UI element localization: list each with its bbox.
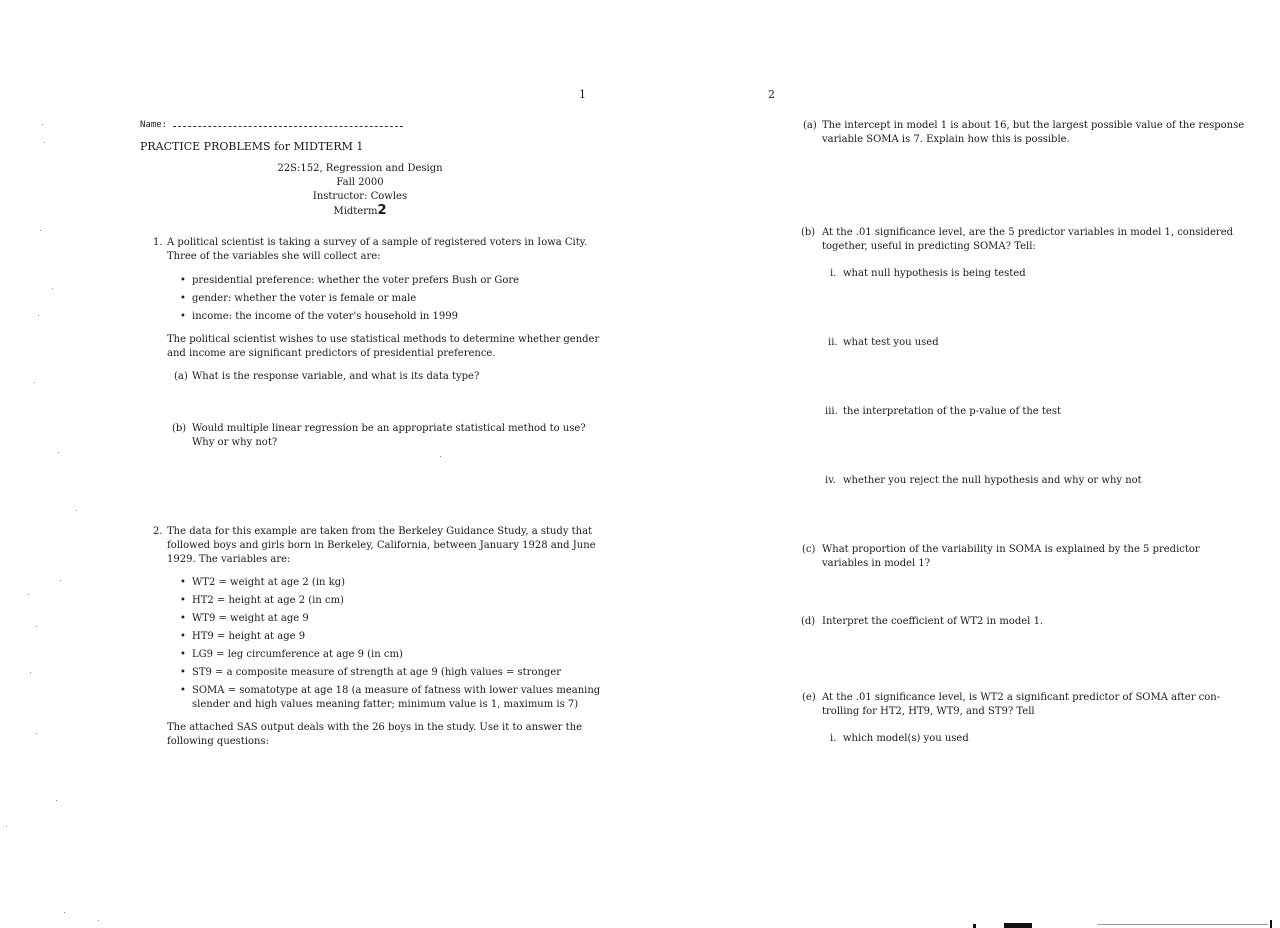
q2-bullet-item: • LG9 = leg circumference at age 9 (in cm) xyxy=(192,648,403,662)
q2-part-c-line-1: What proportion of the variability in SOMA is explained by the 5 predictor xyxy=(822,544,1200,555)
scan-speck xyxy=(52,288,53,289)
q2-closing-line-2: following questions: xyxy=(167,736,269,747)
scan-speck xyxy=(58,452,59,453)
q2-part-b-item-text: the interpretation of the p-value of the test xyxy=(843,406,1061,417)
scan-speck xyxy=(64,912,65,913)
q2-bullet-item: • HT9 = height at age 9 xyxy=(192,630,305,644)
scan-speck xyxy=(38,315,39,316)
page-number-2: 2 xyxy=(768,88,775,101)
q2-part-c-label: (c) xyxy=(802,544,816,555)
q2-part-e-line-2: trolling for HT2, HT9, WT9, and ST9? Tell xyxy=(822,706,1035,717)
q2-part-b-label: (b) xyxy=(801,227,816,238)
scan-speck xyxy=(40,230,41,231)
course-name: 22S:152, Regression and Design xyxy=(277,163,443,174)
q2-part-d-label: (d) xyxy=(801,616,816,627)
q2-part-b-item-label: i. xyxy=(830,268,837,279)
q2-part-e-label: (e) xyxy=(802,692,816,703)
scan-speck xyxy=(28,594,29,595)
name-label: Name: xyxy=(140,120,168,130)
q2-number: 2. xyxy=(153,526,163,537)
q2-part-b-item-label: ii. xyxy=(828,337,838,348)
q2-intro-line-1: The data for this example are taken from the Berkeley Guidance Study, a study that xyxy=(167,526,593,537)
q2-part-a-line-2: variable SOMA is 7. Explain how this is possible. xyxy=(822,134,1070,145)
scan-edge-mark xyxy=(1004,923,1032,928)
name-field-line xyxy=(140,120,403,130)
q1-part-a-label: (a) xyxy=(174,371,188,382)
scan-edge-line xyxy=(1098,924,1268,925)
q2-part-d-line-1: Interpret the coefficient of WT2 in model 1. xyxy=(822,616,1044,627)
q2-bullet-item: • WT2 = weight at age 2 (in kg) xyxy=(192,576,345,590)
scan-speck xyxy=(98,920,99,921)
scan-edge-mark xyxy=(973,924,976,928)
scan-edge-mark xyxy=(1270,920,1272,928)
q1-bullet-item: • income: the income of the voter's household in 1999 xyxy=(192,310,458,324)
q2-part-a-line-1: The intercept in model 1 is about 16, but the largest possible value of the response xyxy=(822,120,1245,131)
course-instructor: Instructor: Cowles xyxy=(312,191,408,202)
q2-bullet-item: • HT2 = height at age 2 (in cm) xyxy=(192,594,344,608)
q2-part-b-item-label: iv. xyxy=(825,475,836,486)
q2-part-e-item-text: which model(s) you used xyxy=(843,733,969,744)
scan-speck xyxy=(440,456,441,457)
q1-intro-line-2: Three of the variables she will collect are: xyxy=(167,251,381,262)
q2-part-e-line-1: At the .01 significance level, is WT2 a significant predictor of SOMA after con- xyxy=(822,692,1221,703)
course-header xyxy=(270,162,450,219)
q2-part-b-line-1: At the .01 significance level, are the 5 predictor variables in model 1, considered xyxy=(822,227,1234,238)
exam-handwritten-mark: 2 xyxy=(377,203,387,218)
scan-speck xyxy=(30,672,31,673)
q2-bullet-item: • ST9 = a composite measure of strength at age 9 (high values = stronger xyxy=(192,666,561,680)
exam-title xyxy=(270,204,450,219)
q2-part-b-item-text: what null hypothesis is being tested xyxy=(843,268,1026,279)
q1-intro-line-1: A political scientist is taking a survey of a sample of registered voters in Iowa City. xyxy=(167,237,588,248)
exam-label: Midterm xyxy=(333,206,378,217)
q2-part-b-item-text: whether you reject the null hypothesis and why or why not xyxy=(843,475,1142,486)
q2-part-b-item-label: iii. xyxy=(825,406,838,417)
page-number-1: 1 xyxy=(579,88,586,101)
q1-part-b-line-1: Would multiple linear regression be an appropriate statistical method to use? xyxy=(192,423,586,434)
q1-bullet-item: • presidential preference: whether the voter prefers Bush or Gore xyxy=(192,274,519,288)
q2-part-b-line-2: together, useful in predicting SOMA? Tell: xyxy=(822,241,1036,252)
q2-part-a-label: (a) xyxy=(803,120,817,131)
q1-part-b-line-2: Why or why not? xyxy=(192,437,278,448)
q2-bullet-soma-line-1: • SOMA = somatotype at age 18 (a measure of fatness with lower values meaning xyxy=(192,684,600,698)
q1-purpose-line-1: The political scientist wishes to use statistical methods to determine whether gender xyxy=(167,334,600,345)
scan-speck xyxy=(44,142,45,143)
q2-bullet-soma-line-2: slender and high values meaning fatter; minimum value is 1, maximum is 7) xyxy=(192,699,579,710)
q2-part-c-line-2: variables in model 1? xyxy=(822,558,931,569)
scan-speck xyxy=(60,580,61,581)
course-term: Fall 2000 xyxy=(336,177,384,188)
page-title: PRACTICE PROBLEMS for MIDTERM 1 xyxy=(140,140,364,153)
q1-purpose-line-2: and income are significant predictors of presidential preference. xyxy=(167,348,496,359)
scan-speck xyxy=(36,733,37,734)
scan-speck xyxy=(6,826,7,827)
q1-part-a: What is the response variable, and what is its data type? xyxy=(192,371,480,382)
q1-number: 1. xyxy=(153,237,163,248)
q1-bullet-item: • gender: whether the voter is female or male xyxy=(192,292,416,306)
q1-part-b-label: (b) xyxy=(172,423,187,434)
q2-intro-line-3: 1929. The variables are: xyxy=(167,554,291,565)
name-underline xyxy=(173,126,403,127)
scan-speck xyxy=(34,382,35,383)
scan-speck xyxy=(76,510,77,511)
q2-bullet-item: • WT9 = weight at age 9 xyxy=(192,612,309,626)
scan-speck xyxy=(56,800,57,801)
scan-speck xyxy=(36,626,37,627)
q2-part-e-item-label: i. xyxy=(830,733,837,744)
q2-closing-line-1: The attached SAS output deals with the 26 boys in the study. Use it to answer the xyxy=(167,722,583,733)
q2-part-b-item-text: what test you used xyxy=(843,337,939,348)
scan-speck xyxy=(42,124,43,125)
q2-intro-line-2: followed boys and girls born in Berkeley, California, between January 1928 and June xyxy=(167,540,596,551)
